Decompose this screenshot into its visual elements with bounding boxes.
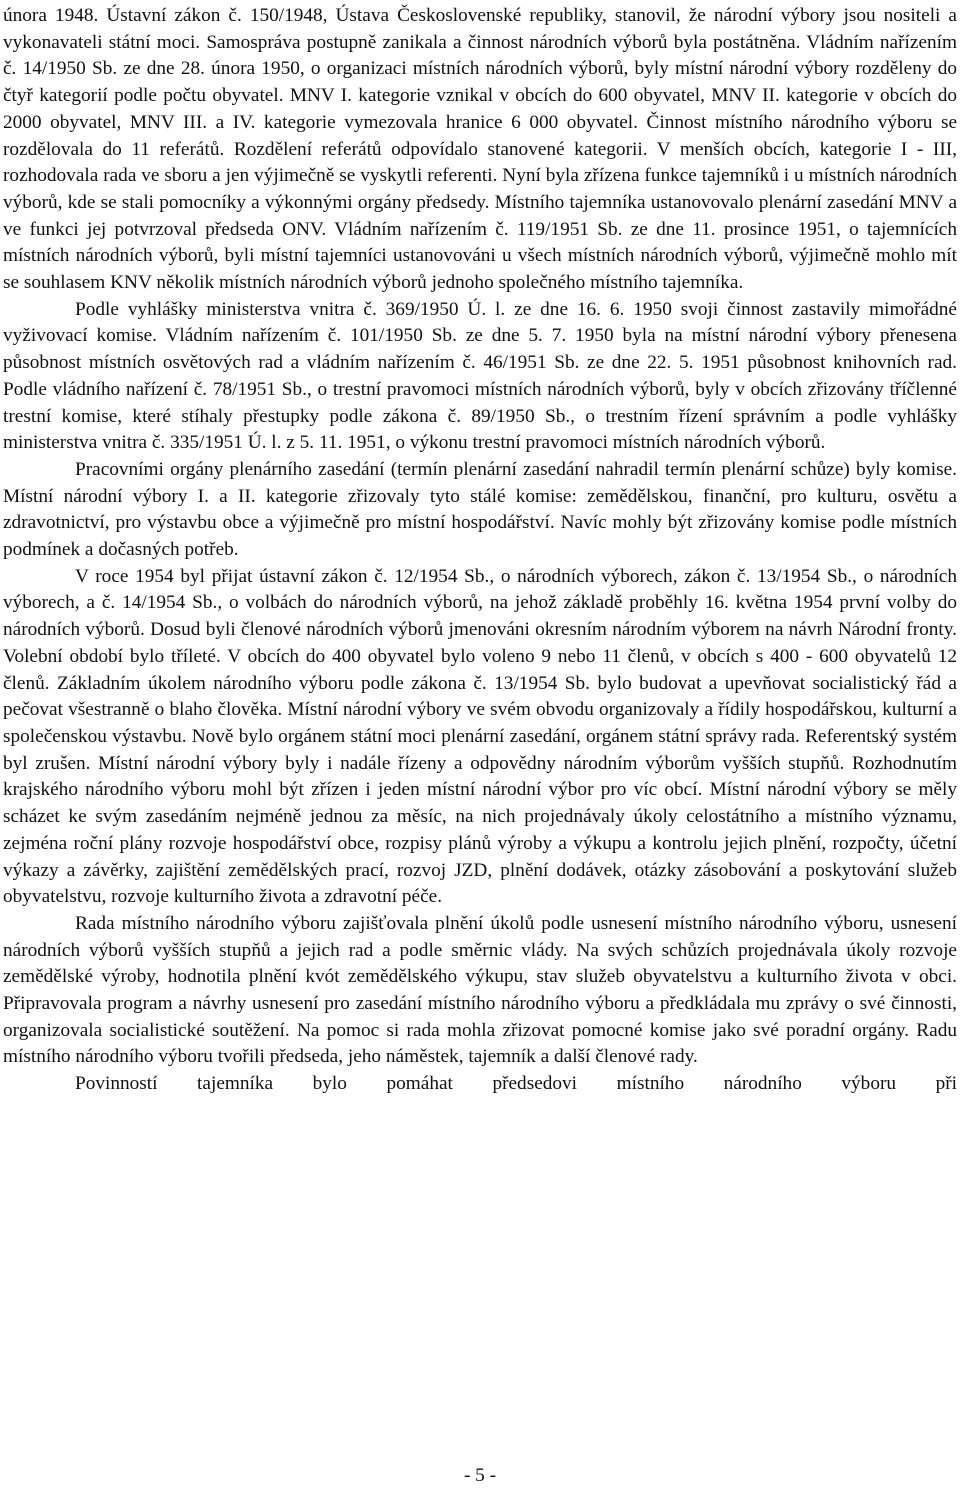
paragraph: února 1948. Ústavní zákon č. 150/1948, Ústava Československé republiky, stanovil, že národní výbory jsou nositeli a vykonavateli státní moci. Samospráva postupně zanikala a činnost národních výborů byla postátněna. Vládním nařízením č. 14/1950 Sb. ze dne 28. února 1950, o organizaci místních národních výborů, byly místní národní výbory rozděleny do čtyř kategorií podle počtu obyvatel. MNV I. kategorie vznikal v obcích do 600 obyvatel, MNV II. kategorie v obcích do 2000 obyvatel, MNV III. a IV. kategorie vymezovala hranice 6 000 obyvatel. Činnost místního národního výboru se rozdělovala do 11 referátů. Rozdělení referátů odpovídalo stanovené kategorii. V menších obcích, kategorie I - III, rozhodovala rada ve sboru a jen výjimečně se vyskytli referenti. Nyní byla zřízena funkce tajemníků i u místních národních výborů, kde se stali pomocníky a výkonnými orgány předsedy. Místního tajemníka ustanovovalo plenární zasedání MNV a ve funkci jej potvrzoval předseda ONV. Vládním nařízením č. 119/1951 Sb. ze dne 11. prosince 1951, o tajemnících místních národních výborů, byli místní tajemníci ustanovováni u všech místních národních výborů, výjimečně mohlo mít se souhlasem KNV několik místních národních výborů jednoho společného místního tajemníka. (3, 5, 957, 294)
paragraph: Podle vyhlášky ministerstva vnitra č. 369/1950 Ú. l. ze dne 16. 6. 1950 svoji činnost zastavily mimořádné vyživovací komise. Vládním nařízením č. 101/1950 Sb. ze dne 5. 7. 1950 byla na místní národní výbory přenesena působnost místních osvětových rad a vládním nařízením č. 46/1951 Sb. ze dne 22. 5. 1951 působnost knihovních rad. Podle vládního nařízení č. 78/1951 Sb., o trestní pravomoci místních národních výborů, byly v obcích zřizovány tříčlenné trestní komise, které stíhaly přestupky podle zákona č. 89/1950 Sb., o trestním řízení správním a podle vyhlášky ministerstva vnitra č. 335/1951 Ú. l. z 5. 11. 1951, o výkonu trestní pravomoci místních národních výborů. (3, 298, 957, 454)
paragraph: Rada místního národního výboru zajišťovala plnění úkolů podle usnesení místního národního výboru, usnesení národních výborů vyšších stupňů a jejich rad a podle směrnic vlády. Na svých schůzích projednávala úkoly rozvoje zemědělské výroby, hodnotila plnění kvót zemědělského výkupu, stav služeb obyvatelstvu a kulturního života v obci. Připravovala program a návrhy usnesení pro zasedání místního národního výboru a předkládala mu zprávy o své činnosti, organizovala socialistické soutěžení. Na pomoc si rada mohla zřizovat pomocné komise jako své poradní orgány. Radu místního národního výboru tvořili předseda, jeho náměstek, tajemník a další členové rady. (3, 912, 957, 1068)
paragraph: V roce 1954 byl přijat ústavní zákon č. 12/1954 Sb., o národních výborech, zákon č. 13/1954 Sb., o národních výborech, a č. 14/1954 Sb., o volbách do národních výborů, na jehož základě proběhly 16. května 1954 první volby do národních výborů. Dosud byli členové národních výborů jmenováni okresním národním výborem na návrh Národní fronty. Volební období bylo tříleté. V obcích do 400 obyvatel bylo voleno 9 nebo 11 členů, v obcích s 400 - 600 obyvatelů 12 členů. Základním úkolem národního výboru podle zákona č. 13/1954 Sb. bylo budovat a upevňovat socialistický řád a pečovat všestranně o blaho člověka. Místní národní výbory ve svém obvodu organizovaly a řídily hospodářskou, kulturní a společenskou výstavbu. Nově bylo orgánem státní moci plenární zasedání, orgánem státní správy rada. Referentský systém byl zrušen. Místní národní výbory byly i nadále řízeny a odpovědny národním výborům vyšších stupňů. Rozhodnutím krajského národního výboru mohl být zřízen i jeden místní národní výbor pro víc obcí. Místní národní výbory se měly scházet ke svým zasedáním nejméně jednou za měsíc, na nich projednávaly úkoly celostátního a místního významu, zejména roční plány rozvoje hospodářství obce, rozpisy plánů výroby a výkupu a kontrolu jejich plnění, rozpočty, účetní výkazy a závěrky, zajištění zemědělských prací, rozvoj JZD, plnění dodávek, otázky zásobování a poskytování služeb obyvatelstvu, rozvoje kulturního života a zdravotní péče. (3, 565, 957, 908)
paragraph: Pracovními orgány plenárního zasedání (termín plenární zasedání nahradil termín plenární schůze) byly komise. Místní národní výbory I. a II. kategorie zřizovaly tyto stálé komise: zemědělskou, finanční, pro kulturu, osvětu a zdravotnictví, pro výstavbu obce a výjimečně pro místní hospodářství. Navíc mohly být zřizovány komise podle místních podmínek a dočasných potřeb. (3, 458, 957, 561)
document-page (3, 3, 957, 1098)
paragraph: Povinností tajemníka bylo pomáhat předsedovi místního národního výboru při (75, 1073, 957, 1095)
page-number: - 5 - (463, 1465, 497, 1486)
